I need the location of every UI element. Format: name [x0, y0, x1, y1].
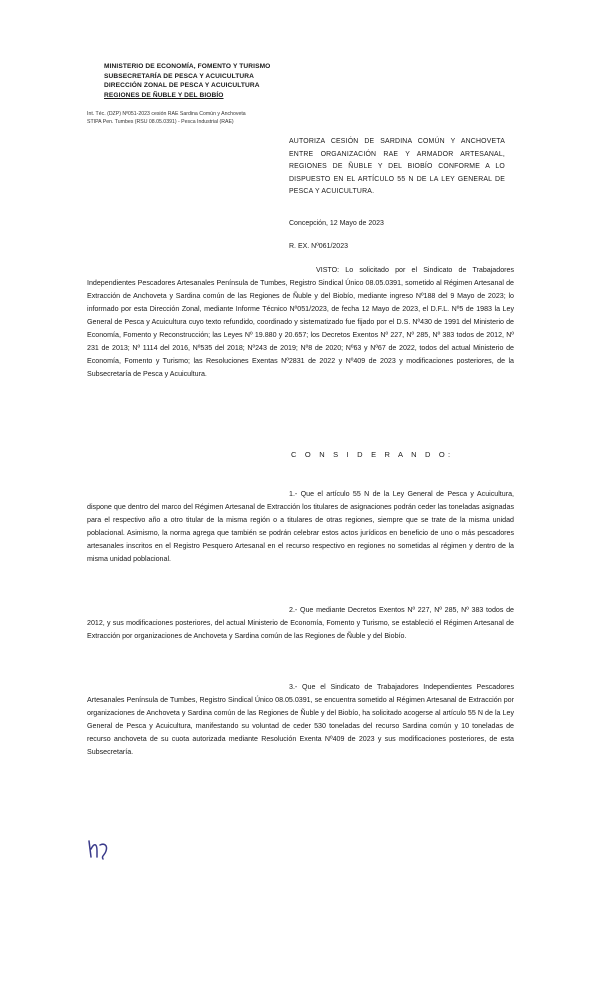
- considerando-item-1: 1.- Que el artículo 55 N de la Ley General de Pesca y Acuicultura, dispone que dentro del marco del Régimen Artesanal de Extracción los titulares de asignaciones podrán ceder las toneladas asignadas para el respectivo año a otro titular de la misma región o a titulares de otras regiones, siempre que se trate de la misma unidad poblacional. Asimismo, la norma agrega que también se podrán celebrar estos actos jurídicos en beneficio de uno o más pescadores artesanales inscritos en el Registro Pesquero Artesanal en el recurso respectivo en regiones no sometidas al régimen y dentro de la misma unidad poblacional.: [87, 490, 514, 563]
- reference-line-1: Int. Téc. (DZP) Nº051-2023 cesión RAE Sardina Común y Anchoveta: [87, 111, 246, 117]
- ministry-name: MINISTERIO DE ECONOMÍA, FOMENTO Y TURISMO: [104, 63, 271, 70]
- internal-reference: [87, 110, 287, 126]
- resolution-subject: AUTORIZA CESIÓN DE SARDINA COMÚN Y ANCHOVETA ENTRE ORGANIZACIÓN RAE Y ARMADOR ARTESANAL, REGIONES DE ÑUBLE Y DEL BIOBÍO CONFORME A LO DISPUESTO EN EL ARTÍCULO 55 N DE LA LEY GENERAL DE PESCA Y ACUICULTURA.: [289, 138, 505, 196]
- subsecretariat-name: SUBSECRETARÍA DE PESCA Y ACUICULTURA: [104, 72, 255, 80]
- resolution-date: Concepción, 12 Mayo de 2023: [289, 220, 384, 227]
- resolution-number: R. EX. Nº061/2023: [289, 243, 348, 250]
- zonal-office-name: DIRECCIÓN ZONAL DE PESCA Y ACUICULTURA: [104, 82, 260, 89]
- initials-signature: [86, 837, 116, 863]
- reference-line-2: STIPA Pen. Tumbes (RSU 08.05.0391) - Pesca Industrial (RAE): [87, 119, 234, 125]
- considerando-heading: C O N S I D E R A N D O:: [291, 450, 454, 459]
- regions-name: REGIONES DE ÑUBLE Y DEL BIOBÍO: [104, 91, 224, 99]
- visto-paragraph: VISTO: Lo solicitado por el Sindicato de Trabajadores Independientes Pescadores Artesanales Península de Tumbes, Registro Sindical Único 08.05.0391, sometido al Régimen Artesanal de Extracción de Anchoveta y Sardina común de las Regiones de Ñuble y del Biobío, mediante ingreso Nº188 del 9 Mayo de 2023; lo informado por esta Dirección Zonal, mediante Informe Técnico Nº051/2023, de fecha 12 Mayo de 2023, el D.F.L. Nº5 de 1983 la Ley General de Pesca y Acuicultura cuyo texto refundido, coordinado y sistematizado fue fijado por el D.S. Nº430 de 1991 del Ministerio de Economía, Fomento y Reconstrucción; las Leyes Nº 19.880 y 20.657; los Decretos Exentos Nº 227, Nº 285, Nº 383 todos de 2012, Nº 231 de 2013; Nº 1114 del 2016, Nº535 del 2018; Nº243 de 2019; Nº8 de 2020; Nº63 y Nº67 de 2022, todos del actual Ministerio de Economía, Fomento y Turismo; las Resoluciones Exentas Nº2831 de 2022 y Nº409 de 2023 y modificaciones posteriores, de la Subsecretaría de Pesca y Acuicultura.: [87, 266, 514, 378]
- letterhead: [104, 62, 304, 100]
- considerando-item-2: 2.- Que mediante Decretos Exentos Nº 227, Nº 285, Nº 383 todos de 2012, y sus modificaciones posteriores, del actual Ministerio de Economía, Fomento y Turismo, se estableció el Régimen Artesanal de Extracción por organizaciones de Anchoveta y Sardina común de las Regiones de Ñuble y del Biobío.: [87, 606, 514, 640]
- considerando-item-3: 3.- Que el Sindicato de Trabajadores Independientes Pescadores Artesanales Península de Tumbes, Registro Sindical Único 08.05.0391, se encuentra sometido al Régimen Artesanal de Extracción por organizaciones de Anchoveta y Sardina común de las Regiones de Ñuble y del Biobío, ha solicitado acogerse al artículo 55 N de la Ley General de Pesca y Acuicultura, manifestando su voluntad de ceder 530 toneladas del recurso Sardina común y 10 toneladas de recurso anchoveta de su cuota autorizada mediante Resolución Exenta Nº409 de 2023 y sus modificaciones posteriores, de esta Subsecretaría.: [87, 683, 514, 756]
